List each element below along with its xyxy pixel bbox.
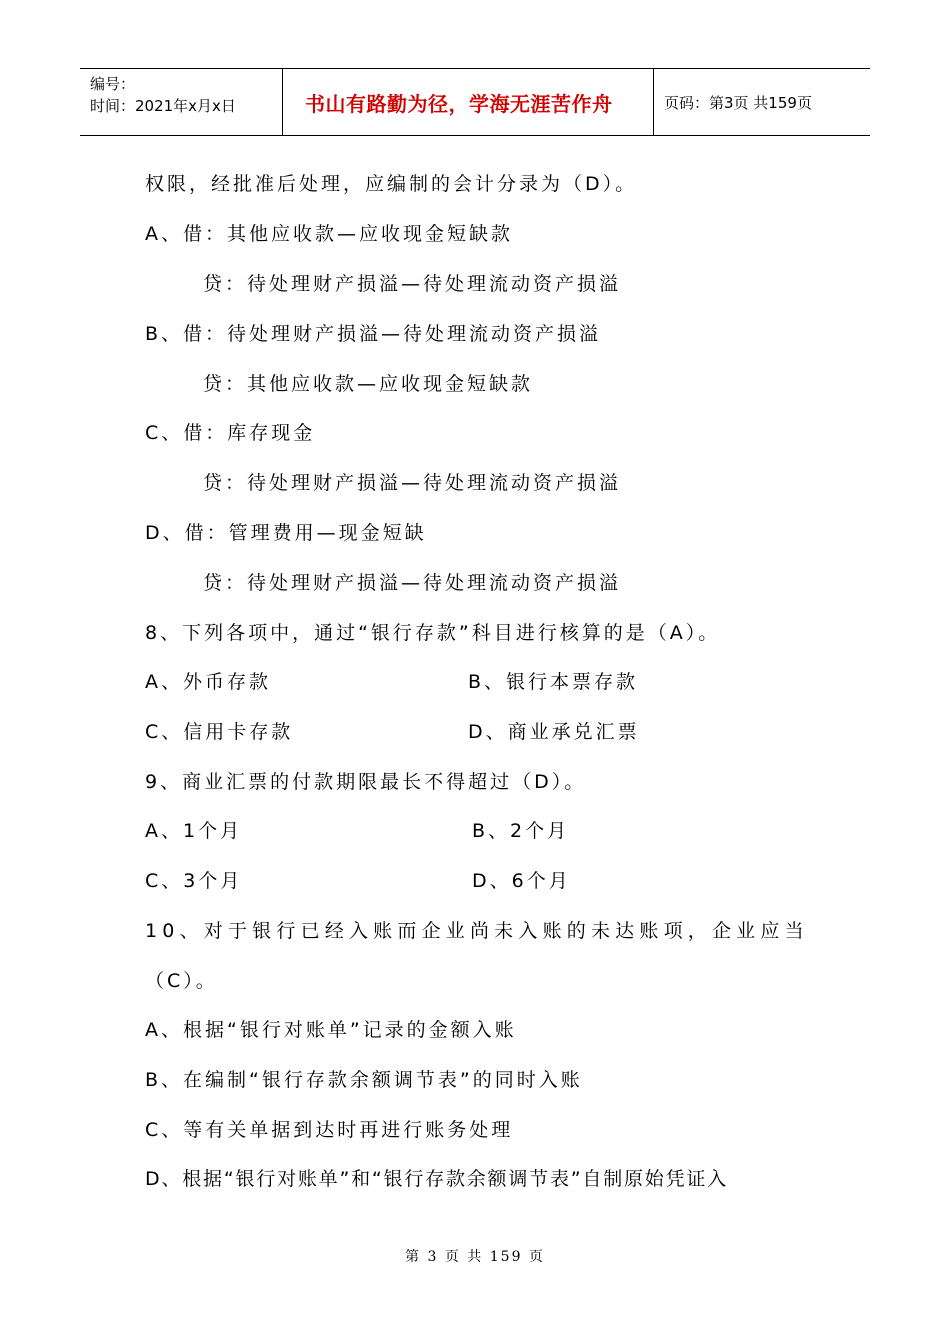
header-page-info	[654, 69, 870, 135]
page-info-text: 页码：第3页 共159页	[664, 93, 812, 112]
q9-option-b: B、2个月	[472, 820, 570, 842]
motto-text: 书山有路勤为径，学海无涯苦作舟	[305, 91, 613, 116]
page-footer: 第 3 页 共 159 页	[405, 1249, 545, 1265]
number-label: 编号：	[90, 75, 136, 93]
question-10: 10、对于银行已经入账而企业尚未入账的未达账项，企业应当	[145, 920, 809, 942]
q7-option-d-debit: D、借：管理费用—现金短缺	[145, 522, 427, 544]
document-header	[80, 68, 870, 136]
question-8: 8、下列各项中，通过“银行存款”科目进行核算的是（A）。	[145, 622, 721, 644]
q7-option-b-debit: B、借：待处理财产损溢—待处理流动资产损溢	[145, 323, 602, 345]
q10-option-d: D、根据“银行对账单”和“银行存款余额调节表”自制原始凭证入	[145, 1168, 729, 1190]
header-motto	[283, 69, 654, 135]
q7-option-d-credit: 贷：待处理财产损溢—待处理流动资产损溢	[203, 572, 622, 594]
q8-option-d: D、商业承兑汇票	[468, 721, 640, 743]
q7-option-c-credit: 贷：待处理财产损溢—待处理流动资产损溢	[203, 472, 622, 494]
q8-option-a: A、外币存款	[145, 671, 271, 693]
question-7-continuation: 权限，经批准后处理，应编制的会计分录为（D）。	[145, 173, 638, 195]
q9-option-a: A、1个月	[145, 820, 243, 842]
q7-option-a-credit: 贷：待处理财产损溢—待处理流动资产损溢	[203, 273, 622, 295]
q10-option-a: A、根据“银行对账单”记录的金额入账	[145, 1019, 517, 1041]
q9-option-c: C、3个月	[145, 870, 243, 892]
q7-option-c-debit: C、借：库存现金	[145, 422, 316, 444]
question-10-answer: （C）。	[145, 970, 218, 992]
header-meta	[80, 69, 283, 135]
q8-option-c: C、信用卡存款	[145, 721, 294, 743]
q9-option-d: D、6个月	[472, 870, 571, 892]
q10-option-c: C、等有关单据到达时再进行账务处理	[145, 1119, 514, 1141]
time-label: 时间：2021年x月x日	[90, 97, 236, 115]
q10-option-b: B、在编制“银行存款余额调节表”的同时入账	[145, 1069, 583, 1091]
question-9: 9、商业汇票的付款期限最长不得超过（D）。	[145, 771, 587, 793]
q7-option-a-debit: A、借：其他应收款—应收现金短缺款	[145, 223, 513, 245]
q8-option-b: B、银行本票存款	[468, 671, 639, 693]
q7-option-b-credit: 贷：其他应收款—应收现金短缺款	[203, 373, 534, 395]
